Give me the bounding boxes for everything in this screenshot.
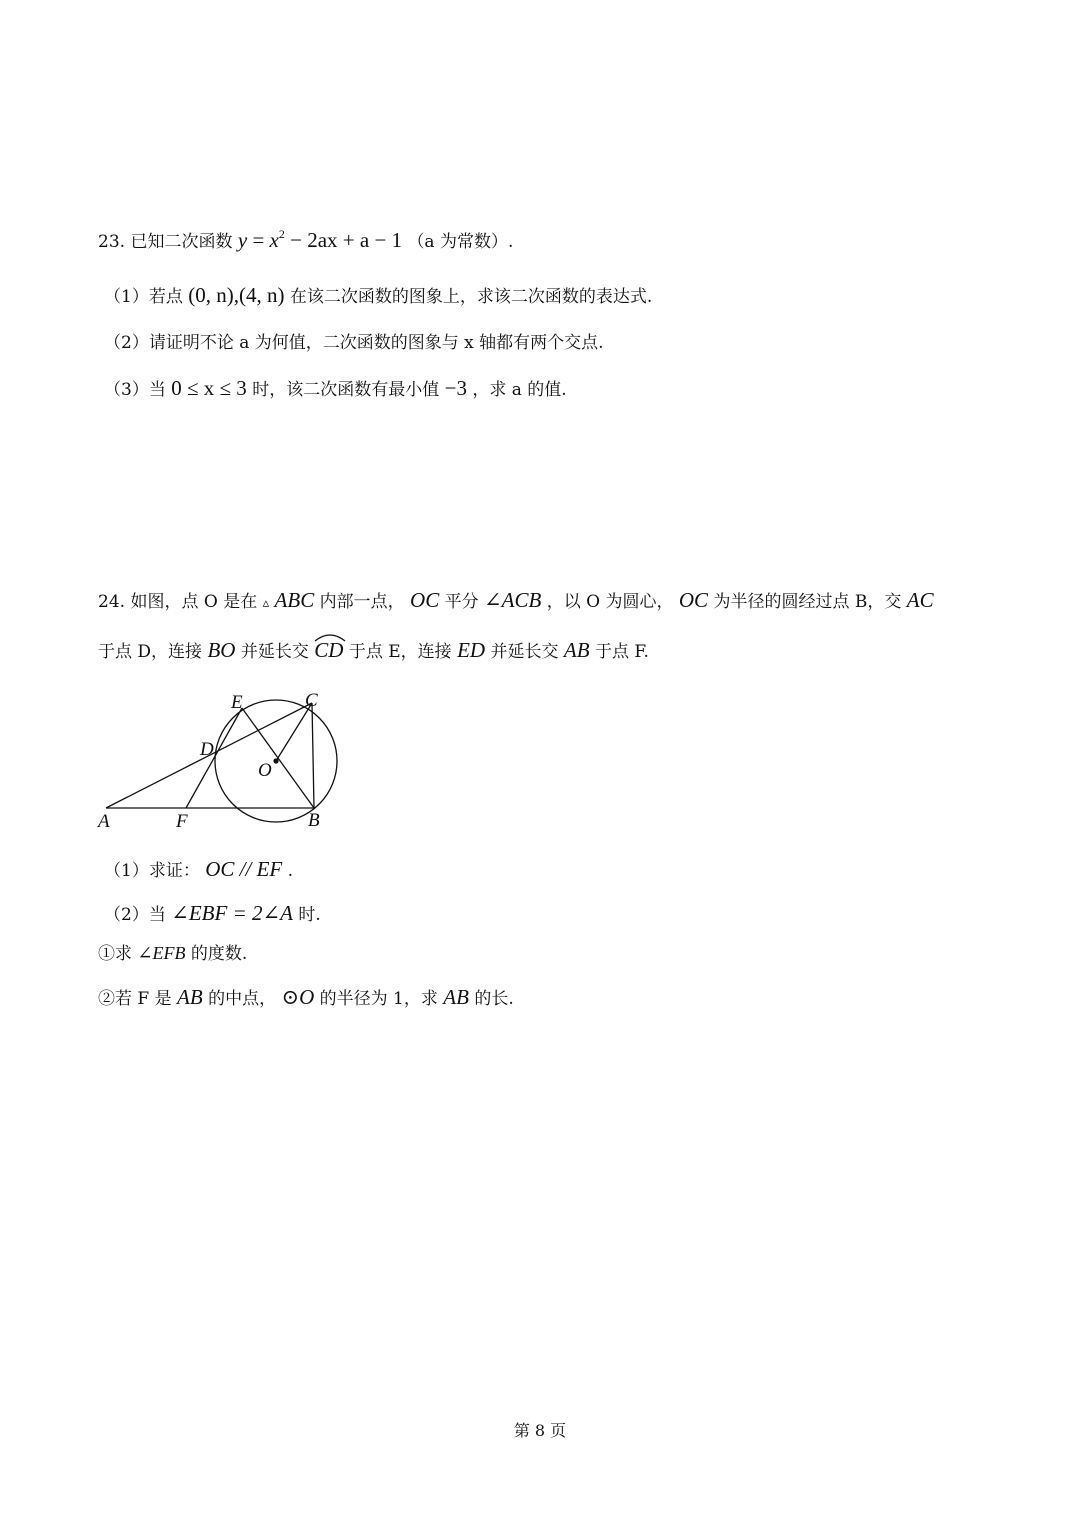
- q23-part2: （2）请证明不论 a 为何值，二次函数的图象与 x 轴都有两个交点.: [104, 333, 604, 353]
- page-number: 第 8 页: [513, 1421, 567, 1440]
- q24-part2-math: ∠EBF = 2∠A: [171, 901, 293, 925]
- geometry-figure: [96, 684, 356, 834]
- q23-part1: （1）若点 (0, n),(4, n) 在该二次函数的图象上，求该二次函数的表达式.: [104, 283, 653, 307]
- label-o: O: [258, 760, 272, 781]
- arc-mark-icon: [313, 631, 347, 643]
- arc-cd: CD: [314, 640, 343, 661]
- center-point-o: [273, 758, 278, 763]
- label-c: C: [305, 690, 318, 711]
- segment-bc: [312, 703, 314, 808]
- label-e: E: [231, 692, 243, 713]
- segment-ef: [186, 708, 242, 808]
- q23-stem-prefix: 已知二次函数: [130, 232, 233, 252]
- circle-o-symbol: ⊙O: [281, 985, 315, 1009]
- q23-part3-range: 0 ≤ x ≤ 3: [171, 376, 247, 400]
- q24-stem-line2: 于点 D，连接 BO 并延长交 CD 于点 E，连接 ED 并延长交 AB 于点 F.: [98, 640, 649, 661]
- q23-part1-points: (0, n),(4, n): [188, 283, 285, 307]
- q24-part1: （1）求证： OC // EF .: [104, 857, 294, 881]
- q24-sub2: ②若 F 是 AB 的中点， ⊙O 的半径为 1，求 AB 的长.: [98, 985, 514, 1009]
- q24-number: 24.: [98, 592, 126, 612]
- q23-part3-min: −3: [444, 376, 467, 400]
- q23-part3: （3）当 0 ≤ x ≤ 3 时，该二次函数有最小值 −3 ，求 a 的值.: [104, 376, 567, 400]
- q24-sub1: ①求 ∠EFB 的度数.: [98, 943, 248, 964]
- label-a: A: [98, 811, 110, 832]
- q24-part2: （2）当 ∠EBF = 2∠A 时.: [104, 901, 321, 925]
- q23-function-expression: $y = x^2 - 2ax + a - 1$: [237, 227, 403, 252]
- label-d: D: [200, 739, 214, 760]
- q23-stem-note: （a 为常数）.: [407, 232, 514, 252]
- label-b: B: [308, 810, 320, 831]
- label-f: F: [176, 811, 188, 832]
- q23-number: 23.: [98, 232, 126, 252]
- q24-stem-line1: 24. 如图，点 O 是在 ▵ ABC 内部一点， OC 平分 ∠ACB ，以 O 为圆心， OC 为半径的圆经过点 B，交 AC: [98, 588, 934, 612]
- triangle-symbol: ▵: [262, 596, 270, 611]
- q23-stem: [98, 227, 514, 252]
- q24-part1-math: OC // EF: [205, 857, 283, 881]
